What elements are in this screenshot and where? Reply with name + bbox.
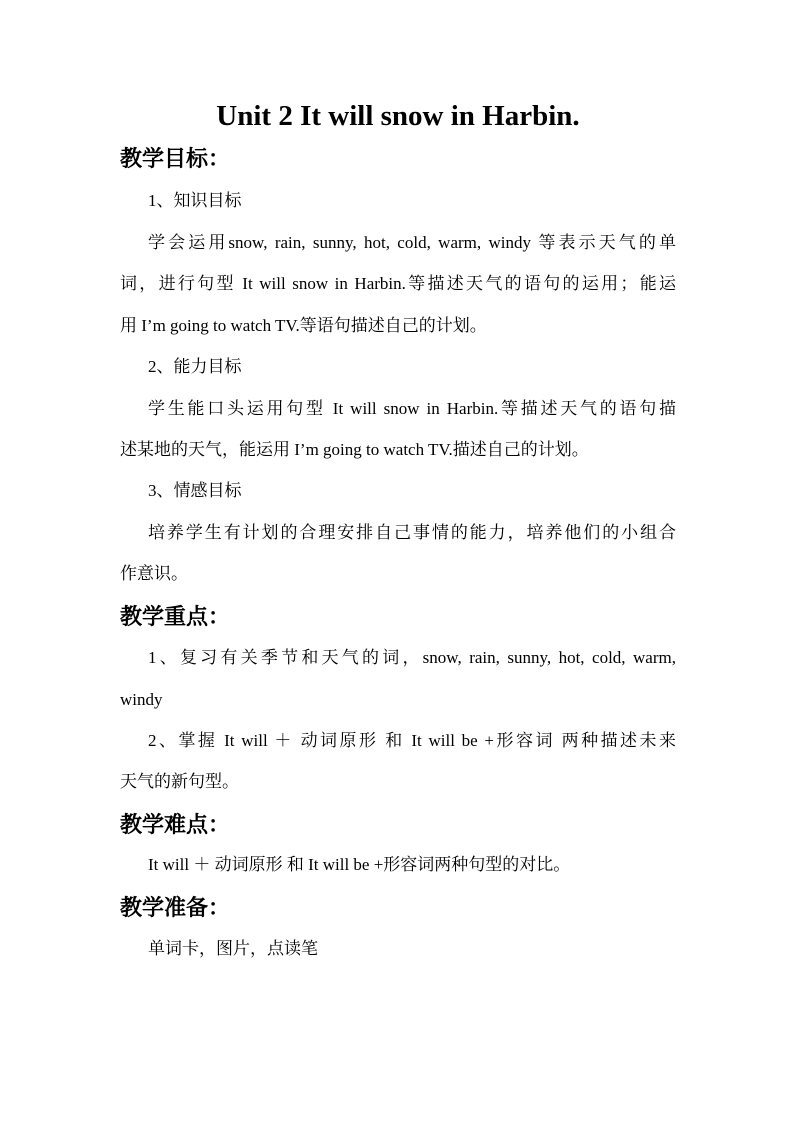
knowledge-objective-line-2: 词，进行句型 It will snow in Harbin.等描述天气的语句的运用；能运	[120, 274, 676, 293]
ability-objective-line-2: 述某地的天气，能运用 I’m going to watch TV.描述自己的计划。	[120, 440, 589, 459]
knowledge-objective-line-3: 用 I’m going to watch TV.等语句描述自己的计划。	[120, 316, 487, 335]
emotion-objective-label: 3、情感目标	[148, 481, 242, 500]
knowledge-objective-label: 1、知识目标	[148, 191, 242, 210]
difficulties-heading: 教学难点：	[120, 812, 231, 837]
emotion-objective-line-1: 培养学生有计划的合理安排自己事情的能力，培养他们的小组合	[148, 523, 676, 542]
ability-objective-label: 2、能力目标	[148, 357, 242, 376]
ability-objective-line-1: 学生能口头运用句型 It will snow in Harbin.等描述天气的语句描	[148, 399, 676, 418]
emotion-objective-line-2: 作意识。	[120, 564, 188, 583]
key-point-1-line-2: windy	[120, 690, 163, 709]
preparation-heading: 教学准备：	[120, 895, 231, 920]
key-point-1-line-1: 1、复习有关季节和天气的词，snow, rain, sunny, hot, cold, warm,	[148, 648, 676, 667]
knowledge-objective-line-1: 学会运用snow, rain, sunny, hot, cold, warm, windy 等表示天气的单	[148, 233, 676, 252]
key-point-2-line-2: 天气的新句型。	[120, 772, 239, 791]
key-points-heading: 教学重点：	[120, 604, 231, 629]
difficulties-line: It will ＋ 动词原形 和 It will be +形容词两种句型的对比。	[148, 855, 571, 874]
key-point-2-line-1: 2、掌握 It will ＋ 动词原形 和 It will be +形容词 两种描述未来	[148, 731, 676, 750]
objectives-heading: 教学目标：	[120, 146, 231, 171]
preparation-line: 单词卡，图片，点读笔	[148, 939, 318, 958]
document-title: Unit 2 It will snow in Harbin.	[216, 100, 580, 132]
